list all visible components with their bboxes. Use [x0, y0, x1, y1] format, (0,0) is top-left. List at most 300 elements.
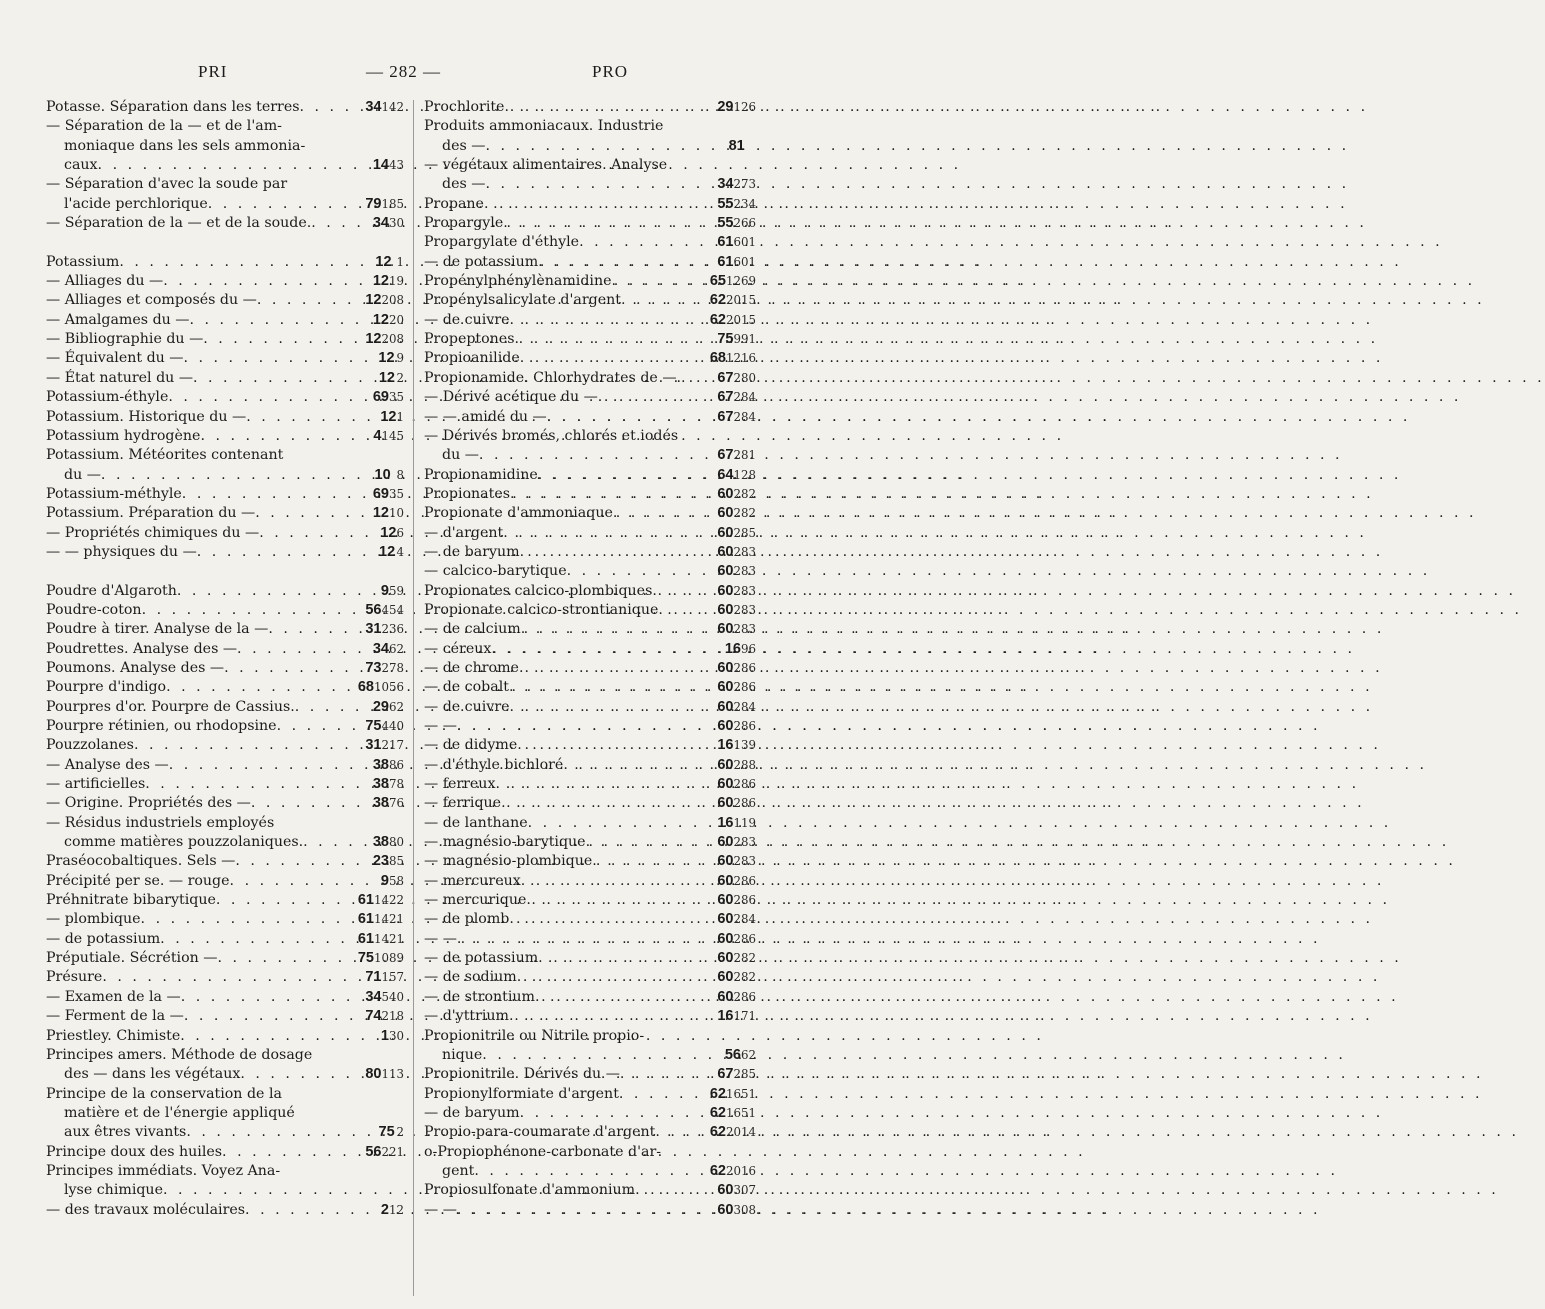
entry-text: — Séparation d'avec la soude par — [46, 176, 288, 193]
volume-number: 74 — [365, 1008, 382, 1025]
entry-text: — artificielles — [46, 776, 146, 793]
page-reference: 208 — [381, 332, 404, 347]
index-entry — [424, 369, 756, 388]
dot-leader — [101, 466, 375, 485]
entry-line — [46, 195, 404, 214]
volume-number: 55 — [717, 215, 734, 232]
page-reference: 284 — [733, 409, 756, 424]
volume-number: 12 — [379, 543, 396, 560]
volume-number: 61 — [357, 930, 374, 947]
entry-text: — ferrique — [424, 795, 502, 812]
entry-line — [424, 408, 756, 427]
index-entry — [424, 659, 756, 678]
index-entry — [424, 988, 756, 1007]
page-reference: 30 — [388, 216, 404, 231]
dot-leader — [163, 272, 373, 291]
page-reference: 9 — [396, 351, 404, 366]
dot-leader — [519, 659, 717, 678]
dot-leader — [180, 1027, 381, 1046]
page-reference: 1089 — [373, 951, 404, 966]
page-reference: 2 — [396, 370, 404, 385]
entry-text: caux — [64, 157, 98, 174]
page-reference: 234 — [733, 196, 756, 211]
page-reference: 62 — [388, 641, 404, 656]
page-reference: 62 — [740, 1047, 756, 1062]
entry-line — [424, 137, 756, 156]
page-reference: 2016 — [725, 1163, 756, 1178]
entry-text: — de potassium — [46, 930, 161, 947]
dot-leader — [567, 562, 718, 581]
volume-number: 80 — [365, 1066, 382, 1083]
entry-text: Préputiale. Sécrétion — — [46, 950, 218, 967]
index-entry — [46, 175, 404, 214]
dot-leader — [535, 988, 717, 1007]
index-entry — [46, 1143, 404, 1162]
index-entry — [424, 1104, 756, 1123]
page-reference: 85 — [388, 854, 404, 869]
volume-number: 75 — [717, 331, 734, 348]
dot-leader — [259, 524, 380, 543]
index-entry — [424, 272, 756, 291]
index-entry — [424, 427, 756, 466]
entry-text: Préhnitrate bibarytique — [46, 892, 216, 909]
entry-line — [46, 1104, 404, 1123]
entry-text: — d'argent — [424, 524, 504, 541]
index-entry — [46, 717, 404, 736]
entry-text: Précipité per se. — rouge — [46, 872, 230, 889]
entry-text: Prochlorite — [424, 99, 505, 115]
page-reference: 1056 — [373, 680, 404, 695]
entry-text: — de potassium — [424, 253, 539, 270]
index-entry — [46, 794, 404, 813]
dot-leader — [245, 1201, 381, 1220]
index-entry — [46, 601, 404, 620]
index-entry — [424, 717, 756, 736]
volume-number: 38 — [372, 776, 389, 793]
entry-line — [46, 408, 404, 427]
entry-line — [424, 330, 756, 349]
index-entry — [424, 698, 756, 717]
index-entry — [424, 852, 756, 871]
page-reference: 236 — [381, 622, 404, 637]
entry-line — [424, 175, 756, 194]
entry-line — [424, 349, 756, 368]
entry-line — [424, 562, 756, 581]
entry-text: Potasse. Séparation dans les terres — [46, 99, 300, 115]
page-reference: 440 — [381, 719, 404, 733]
index-entry — [46, 524, 404, 543]
page-reference: 96 — [740, 641, 756, 656]
dot-leader — [501, 794, 717, 813]
volume-number: 69 — [372, 485, 389, 502]
page-reference: 62 — [388, 699, 404, 714]
entry-line — [424, 949, 756, 968]
entry-text: — de calcium — [424, 621, 521, 638]
dot-leader — [160, 930, 358, 949]
entry-text: Propionates — [424, 485, 511, 502]
dot-leader — [521, 620, 718, 639]
dot-leader — [145, 775, 373, 794]
entry-text: Principes immédiats. Voyez Ana- — [46, 1162, 281, 1179]
entry-line — [424, 1065, 756, 1084]
page-reference: 142 — [381, 100, 404, 114]
volume-number: 75 — [357, 950, 374, 967]
entry-text: — Équivalent du — — [46, 350, 184, 367]
page-reference: 283 — [733, 854, 756, 869]
index-entry — [46, 872, 404, 891]
entry-line — [46, 717, 404, 736]
entry-text: Propionitrile. Dérivés du — — [424, 1066, 620, 1083]
index-entry — [424, 833, 756, 852]
entry-text: Propionylformiate d'argent — [424, 1085, 619, 1102]
entry-line — [46, 1065, 404, 1084]
entry-line — [424, 543, 756, 562]
dot-leader — [635, 1181, 717, 1200]
dot-leader — [119, 253, 375, 272]
page-reference: 2015 — [725, 312, 756, 327]
dot-leader — [655, 1123, 710, 1142]
entry-line — [46, 446, 404, 465]
entry-text: Propénylphénylènamidine — [424, 273, 612, 290]
entry-text: — de cobalt — [424, 679, 509, 696]
volume-number: 16 — [717, 1008, 734, 1025]
entry-line — [424, 1143, 756, 1162]
dot-leader — [510, 311, 710, 330]
entry-line — [424, 1162, 756, 1181]
entry-text: — Séparation de la — et de l'am- — [46, 118, 282, 135]
entry-line — [424, 582, 756, 601]
volume-number: 56 — [724, 1046, 741, 1063]
page-reference: 601 — [733, 235, 756, 250]
dot-leader — [521, 872, 718, 891]
volume-number: 75 — [365, 718, 382, 734]
volume-number: 62 — [709, 1085, 726, 1102]
index-entry — [46, 659, 404, 678]
entry-text: — Examen de la — — [46, 988, 181, 1005]
entry-line — [424, 678, 756, 697]
entry-text: Potassium. Météorites contenant — [46, 447, 284, 464]
index-entry — [424, 1181, 756, 1200]
volume-number: 61 — [717, 234, 734, 251]
volume-number: 60 — [717, 988, 734, 1005]
page-reference: 139 — [733, 738, 756, 753]
entry-text: Potassium. Préparation du — — [46, 505, 256, 522]
entry-text: — des travaux moléculaires — [46, 1201, 246, 1218]
index-entry — [424, 582, 756, 601]
page-reference: 43 — [388, 158, 404, 173]
volume-number: 60 — [717, 892, 734, 909]
page-header — [0, 58, 800, 86]
entry-text: Poudrettes. Analyse des — — [46, 640, 238, 657]
volume-number: 65 — [709, 273, 726, 290]
entry-text: — mercureux — [424, 872, 521, 889]
index-entry — [424, 214, 756, 233]
entry-line — [46, 369, 404, 388]
dot-leader — [563, 756, 717, 775]
page-reference: 171 — [733, 1009, 756, 1024]
entry-line — [46, 678, 404, 697]
index-entry — [46, 930, 404, 949]
index-entry — [424, 117, 756, 156]
volume-number: 60 — [717, 601, 734, 618]
volume-number: 60 — [717, 524, 734, 541]
entry-text: — de cuivre — [424, 311, 510, 328]
page-reference: 454 — [381, 602, 404, 617]
page-reference: 12 — [388, 1202, 404, 1217]
index-entry — [46, 117, 404, 175]
page-reference: 128 — [733, 467, 756, 482]
page-reference: 540 — [381, 989, 404, 1004]
entry-text: Potassium-méthyle — [46, 485, 182, 502]
dot-leader — [510, 485, 717, 504]
entry-line — [46, 272, 404, 291]
entry-line — [46, 98, 404, 117]
entry-line — [424, 1027, 756, 1046]
entry-text: du — — [64, 466, 101, 483]
entry-line — [46, 504, 404, 523]
volume-number: 60 — [717, 853, 734, 870]
entry-line — [424, 291, 756, 310]
entry-text: — Amalgames du — — [46, 311, 190, 328]
volume-number: 29 — [372, 698, 389, 715]
page-number: — 282 — — [366, 62, 441, 81]
index-entry — [46, 582, 404, 601]
dot-leader — [457, 930, 717, 949]
page-reference: 76 — [388, 796, 404, 811]
entry-text: Propio-para-coumarate d'argent — [424, 1124, 656, 1141]
dot-leader — [517, 736, 717, 755]
volume-number: 2 — [380, 1201, 389, 1218]
dot-leader — [598, 388, 718, 407]
volume-number: 34 — [372, 215, 389, 232]
volume-number: 62 — [709, 1104, 726, 1121]
index-entry — [424, 891, 756, 910]
entry-text: Pourpre d'indigo — [46, 679, 167, 696]
page-reference: 286 — [733, 796, 756, 811]
entry-text: matière et de l'énergie appliqué — [64, 1104, 295, 1121]
page-reference: 19 — [388, 274, 404, 289]
dot-leader — [277, 717, 366, 736]
index-entry — [46, 910, 404, 929]
entry-text: Propionitrile ou Nitrile propio- — [424, 1027, 645, 1044]
entry-text: — de cuivre — [424, 698, 510, 715]
page-reference: 283 — [733, 564, 756, 579]
entry-text: Poumons. Analyse des — — [46, 659, 225, 676]
dot-leader — [479, 446, 717, 465]
dot-leader — [504, 98, 717, 117]
page-reference: 86 — [388, 757, 404, 772]
entry-text: comme matières pouzzolaniques. — [64, 834, 304, 851]
index-entry — [424, 485, 756, 504]
entry-line — [424, 775, 756, 794]
entry-text: — État naturel du — — [46, 369, 194, 386]
entry-line — [424, 852, 756, 871]
volume-number: 10 — [374, 466, 391, 483]
page-reference: 266 — [733, 216, 756, 231]
page-reference: 282 — [733, 506, 756, 521]
entry-text: — calcico-barytique — [424, 563, 567, 580]
entry-line — [46, 620, 404, 639]
entry-text: Propioanilide — [424, 350, 520, 367]
entry-line — [46, 427, 404, 446]
index-entry — [424, 930, 756, 949]
entry-line — [424, 620, 756, 639]
entry-line — [424, 698, 756, 717]
index-entry — [46, 272, 404, 291]
dot-leader — [586, 833, 718, 852]
volume-number: 16 — [717, 737, 734, 754]
index-entry — [46, 678, 404, 697]
volume-number: 60 — [717, 485, 734, 502]
index-entry — [46, 349, 404, 368]
dot-leader — [182, 485, 373, 504]
entry-text: — Analyse des — — [46, 756, 169, 773]
entry-line — [46, 349, 404, 368]
dot-leader — [216, 891, 358, 910]
volume-number: 12 — [365, 292, 382, 309]
index-entry — [46, 756, 404, 775]
volume-number: 31 — [365, 621, 382, 638]
dot-leader — [509, 1007, 717, 1026]
index-entry — [424, 1027, 756, 1066]
volume-number: 62 — [709, 292, 726, 309]
volume-number: 69 — [372, 389, 389, 406]
page-reference: 308 — [733, 1202, 756, 1217]
entry-text: — de lanthane — [424, 814, 528, 831]
volume-number: 60 — [717, 911, 734, 928]
dot-leader — [168, 388, 373, 407]
index-entry — [424, 736, 756, 755]
entry-line — [424, 117, 756, 136]
entry-text: Principe doux des huiles — [46, 1143, 223, 1160]
entry-line — [424, 968, 756, 987]
dot-leader — [217, 949, 357, 968]
entry-line — [424, 794, 756, 813]
page-reference: 2 — [396, 1125, 404, 1140]
dot-leader — [268, 620, 365, 639]
volume-number: 64 — [717, 466, 734, 483]
entry-text: — mercurique — [424, 892, 527, 909]
entry-line — [424, 717, 756, 736]
entry-line — [46, 833, 404, 852]
dot-leader — [166, 678, 358, 697]
entry-text: des — — [442, 176, 486, 193]
entry-text: — Alliages et composés du — — [46, 292, 257, 309]
index-entry — [46, 311, 404, 330]
dot-leader — [509, 910, 717, 929]
page-reference: 113 — [381, 1067, 404, 1082]
entry-line — [46, 698, 404, 717]
page-reference: 282 — [733, 970, 756, 985]
page-reference: 284 — [733, 699, 756, 714]
entry-line — [424, 1123, 756, 1142]
entry-line — [424, 214, 756, 233]
volume-number: 62 — [709, 311, 726, 328]
entry-line — [424, 388, 756, 407]
dot-leader — [208, 195, 366, 214]
entry-line — [424, 485, 756, 504]
entry-text: Propeptones — [424, 331, 515, 348]
volume-number: 12 — [372, 311, 389, 328]
entry-text: — magnésio-barytique — [424, 834, 586, 851]
volume-number: 34 — [372, 640, 389, 657]
header-left-keyword: PRI — [198, 62, 228, 81]
dot-leader — [181, 988, 366, 1007]
volume-number: 79 — [365, 195, 382, 212]
page-reference: 284 — [733, 912, 756, 927]
entry-text: Propionamide. Chlorhydrates de —. — [424, 369, 682, 386]
dot-leader — [251, 794, 373, 813]
entry-text: — d'éthyle bichloré — [424, 756, 564, 773]
entry-line — [46, 582, 404, 601]
dot-leader — [681, 369, 717, 388]
entry-line — [46, 872, 404, 891]
dot-leader — [224, 659, 365, 678]
entry-text: — — — [424, 930, 457, 947]
page-reference: 286 — [733, 719, 756, 733]
volume-number: 62 — [709, 1124, 726, 1141]
entry-text: — Séparation de la — et de la soude. — [46, 215, 312, 232]
entry-line — [424, 311, 756, 330]
page-reference: 307 — [733, 1183, 756, 1198]
entry-text: Propargylate d'éthyle — [424, 234, 580, 251]
entry-line — [46, 988, 404, 1007]
dot-leader — [495, 775, 717, 794]
volume-number: 60 — [717, 679, 734, 696]
index-entry — [424, 872, 756, 891]
page-reference: 80 — [388, 835, 404, 850]
entry-line — [424, 369, 756, 388]
volume-number: 56 — [365, 601, 382, 618]
entry-line — [46, 949, 404, 968]
page-reference: 8 — [396, 467, 404, 482]
entry-line — [46, 485, 404, 504]
volume-number: 56 — [365, 1143, 382, 1160]
index-entry — [424, 156, 756, 195]
entry-line — [424, 601, 756, 620]
entry-line — [424, 272, 756, 291]
index-entry — [46, 698, 404, 717]
index-entry — [46, 949, 404, 968]
entry-text: Pourpres d'or. Pourpre de Cassius. — [46, 698, 295, 715]
volume-number: 9 — [380, 872, 389, 889]
entry-text: Priestley. Chimiste — [46, 1027, 181, 1044]
entry-line — [46, 156, 404, 175]
page-reference: 1421 — [373, 931, 404, 946]
entry-line — [46, 466, 404, 485]
entry-line — [424, 814, 756, 833]
page-reference: 157 — [381, 970, 404, 985]
index-entry — [46, 485, 404, 504]
volume-number: 38 — [372, 756, 389, 773]
index-entry — [46, 1007, 404, 1026]
entry-text: — ferreux — [424, 776, 496, 793]
page-reference: 217 — [381, 738, 404, 753]
page-reference: 78 — [388, 777, 404, 792]
entry-line — [424, 736, 756, 755]
entry-line — [46, 137, 404, 156]
entry-line — [424, 156, 756, 175]
entry-text: du — — [442, 447, 479, 464]
dot-leader — [611, 272, 709, 291]
page-reference: 1422 — [373, 893, 404, 908]
entry-line — [46, 214, 404, 233]
entry-text: o-Propiophénone-carbonate d'ar- — [424, 1143, 662, 1160]
entry-line — [46, 1123, 404, 1142]
entry-line — [46, 601, 404, 620]
entry-text: Potassium — [46, 253, 120, 270]
dot-leader — [230, 872, 381, 891]
